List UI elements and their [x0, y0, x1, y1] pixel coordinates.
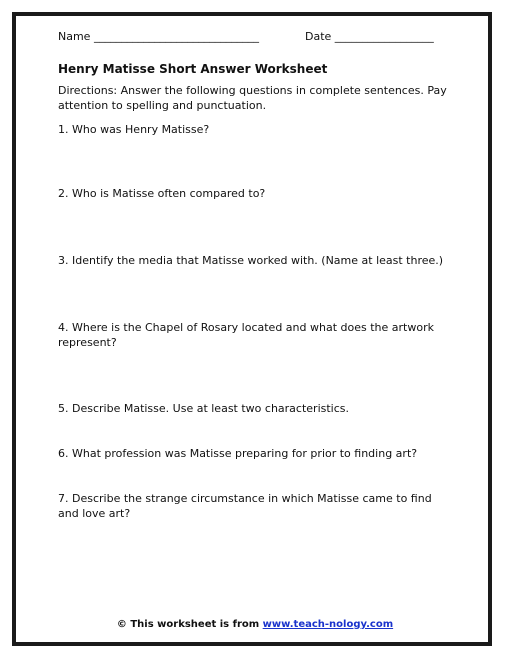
- footer-text: © This worksheet is from: [116, 619, 263, 630]
- question-3: 3. Identify the media that Matisse worked with. (Name at least three.): [58, 254, 444, 267]
- question-5: 5. Describe Matisse. Use at least two characteristics.: [58, 402, 350, 415]
- worksheet-title: Henry Matisse Short Answer Worksheet: [58, 62, 328, 76]
- directions-text: Directions: Answer the following questions in complete sentences. Pay attention to spelling and punctuation.: [58, 84, 447, 112]
- question-1: 1. Who was Henry Matisse?: [58, 123, 210, 136]
- date-field-label: Date __________________: [305, 30, 434, 43]
- footer-link[interactable]: www.teach-nology.com: [262, 619, 394, 630]
- footer-credit: [0, 618, 510, 631]
- question-7: 7. Describe the strange circumstance in which Matisse came to find and love art?: [58, 492, 432, 520]
- question-6: 6. What profession was Matisse preparing for prior to finding art?: [58, 447, 418, 460]
- question-4: 4. Where is the Chapel of Rosary located and what does the artwork represent?: [58, 321, 434, 349]
- question-2: 2. Who is Matisse often compared to?: [58, 187, 266, 200]
- name-field-label: Name ______________________________: [58, 30, 259, 43]
